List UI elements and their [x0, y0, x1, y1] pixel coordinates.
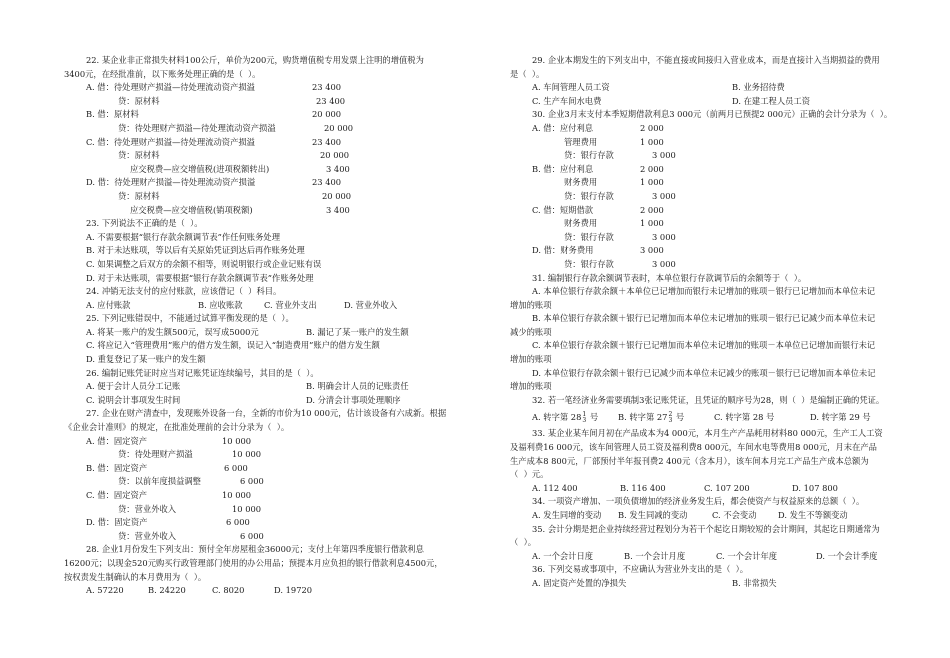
q28-stem-2: 16200元；以现金520元购买行政管理部门使用的办公用品；预提本月应负担的银行借款利息4500元， [64, 557, 443, 568]
q22-c-credit-amount: 20 000 [320, 150, 350, 161]
q30-c-debit: C. 借：短期借款 [532, 204, 594, 215]
q22-a-debit: A. 借：待处理财产损溢—待处理流动资产损溢 [86, 82, 255, 93]
q30-c-credit-amount: 3 000 [652, 231, 676, 242]
q27-option-b [64, 462, 464, 476]
q22-a-debit-amount: 23 400 [312, 82, 342, 93]
q30-d-credit-amount: 3 000 [652, 258, 676, 269]
q27-d-credit-amount: 6 000 [240, 530, 264, 541]
q27-option-b-credit [64, 475, 464, 489]
q22-option-b [64, 108, 464, 122]
q33-option-a: A. 112 400 [532, 482, 578, 493]
q25-options-ab [64, 326, 464, 340]
q35-option-b: B. 一个会计月度 [624, 550, 686, 561]
q30-option-b-2 [510, 176, 902, 190]
q22-d-credit-amount: 20 000 [322, 190, 352, 201]
q28-option-a: A. 57220 [86, 585, 124, 596]
q32-b-denominator: 3 [668, 416, 673, 424]
q22-b-credit-amount: 20 000 [324, 122, 354, 133]
q22-d-credit: 贷：原材料 [118, 190, 160, 201]
q35-stem-2: （ ）。 [510, 537, 537, 548]
q24-option-b: B. 应收账款 [198, 299, 243, 310]
q26-option-c: C. 说明会计事项发生时间 [86, 394, 181, 405]
q30-d-credit: 贷：银行存款 [564, 258, 614, 269]
q33-option-d: D. 107 800 [792, 482, 838, 493]
q28-stem-1: 28. 企业1月份发生下列支出：预付全年房屋租金36000元；支付上年第四季度银行借款利息 [86, 544, 424, 555]
q30-c-credit: 贷：银行存款 [564, 231, 614, 242]
q27-option-a-credit [64, 448, 464, 462]
q22-option-b-credit [64, 122, 464, 136]
q22-option-c-credit-2 [64, 163, 464, 177]
q27-a-debit-amount: 10 000 [222, 435, 252, 446]
q28-stem-3: 按权责发生制确认的本月费用为（ ）。 [64, 571, 207, 582]
q24-options [64, 299, 464, 313]
q30-stem: 30. 企业3月末支付本季短期借款利息3 000元（前两月已预提2 000元）正确的会计分录为（ ）。 [532, 109, 893, 120]
q32-option-a [532, 407, 618, 427]
q22-c-debit-amount: 23 400 [312, 136, 342, 147]
q22-stem-2: 3400元，在经批准前，以下账务处理正确的是（ ）。 [64, 68, 261, 79]
q26-options-cd [64, 394, 464, 408]
q26-option-a: A. 便于会计人员分工记账 [86, 381, 181, 392]
q30-option-b-credit [510, 190, 902, 204]
q32-option-b-text: B. 转字第 27 [618, 412, 668, 423]
q24-option-c: C. 营业外支出 [264, 299, 317, 310]
q23-stem: 23. 下列说法不正确的是（ ）。 [86, 218, 203, 229]
q25-stem: 25. 下列记账错误中，不能通过试算平衡发现的是（ ）。 [86, 313, 294, 324]
q30-option-c-2 [510, 217, 902, 231]
q25-option-d: D. 重复登记了某一账户的发生额 [86, 354, 206, 365]
right-column [510, 54, 902, 591]
q27-d-debit: D. 借：固定资产 [86, 517, 148, 528]
q30-a-debit: A. 借：应付利息 [532, 122, 594, 133]
q29-options-ab [510, 81, 902, 95]
q28-option-d: D. 19720 [274, 585, 313, 596]
q22-option-a-credit [64, 95, 464, 109]
q34-stem: 34. 一项资产增加、一项负债增加的经济业务发生后，都会使资产与权益原来的总额（ ）。 [532, 496, 865, 507]
q36-option-a: A. 固定资产处置的净损失 [532, 577, 627, 588]
q29-stem-1: 29. 企业本期发生的下列支出中，不能直接或间接归入营业成本，而是直接计入当期损益的费用 [532, 55, 880, 65]
q34-option-d: D. 发生不等额变动 [778, 510, 848, 520]
q33-stem-4: （ ）元。 [510, 469, 549, 480]
q22-option-a [64, 81, 464, 95]
q22-option-d-credit-2 [64, 204, 464, 218]
q32-options [510, 407, 902, 427]
q33-stem-3: 生产成本8 800元，厂部预付半年报刊费2 400元（含本月），该车间本月完工产品生产成本总额为 [510, 455, 869, 466]
q32-b-numerator: 2 [668, 410, 673, 418]
q27-option-d [64, 516, 464, 530]
q25-option-a: A. 将某一账户的发生额500元，误写成5000元 [86, 326, 259, 337]
q32-a-numerator: 1 [582, 410, 587, 418]
q34-option-c: C. 不会变动 [712, 510, 757, 520]
q29-option-b: B. 业务招待费 [732, 82, 785, 93]
q27-d-debit-amount: 6 000 [226, 517, 250, 528]
q22-c-credit-2: 应交税费—应交增值税(进项税额转出) [130, 163, 270, 174]
q33-stem-2: 及福利费16 000元，该车间管理人员工资及福利费8 000元，车间水电等费用8 000元，月末在产品 [510, 442, 877, 453]
q31-option-c-1: C. 本单位银行存款余额＋银行已记增加而本单位未记增加的账项－本单位已记增加而银行未记 [532, 340, 876, 351]
q36-options [510, 577, 902, 591]
q22-d-credit-2-amount: 3 400 [326, 204, 350, 215]
q27-c-credit: 贷：营业外收入 [118, 503, 177, 514]
q31-option-b-1: B. 本单位银行存款余额＋银行已记增加而本单位未记增加的账项－银行已记减少而本单位未记 [532, 313, 876, 324]
q27-a-credit-amount: 10 000 [232, 449, 262, 460]
q30-a-debit-amount: 2 000 [640, 122, 664, 133]
q31-option-b-2: 减少的账项 [510, 326, 552, 337]
left-column [64, 54, 464, 598]
q27-b-credit-amount: 6 000 [240, 476, 264, 487]
q30-option-c-credit [510, 231, 902, 245]
q34-options [510, 509, 902, 523]
q27-option-c [64, 489, 464, 503]
q22-option-c-credit [64, 149, 464, 163]
q32-a-denominator: 3 [582, 416, 587, 424]
q30-option-a [510, 122, 902, 136]
q33-stem-1: 33. 某企业某车间月初在产品成本为4 000元，本月生产产品耗用材料80 000元，生产工人工资 [532, 428, 883, 439]
q36-stem: 36. 下列交易或事项中，不应确认为营业外支出的是（ ）。 [532, 564, 749, 575]
q27-d-credit: 贷：营业外收入 [118, 530, 177, 541]
q26-options-ab [64, 380, 464, 394]
q32-option-d: D. 转字第 29 号 [810, 412, 871, 423]
q30-b-credit-amount: 3 000 [652, 190, 676, 201]
q27-option-a [64, 435, 464, 449]
q22-d-debit: D. 借：待处理财产损溢—待处理流动资产损溢 [86, 177, 256, 188]
q22-d-debit-amount: 23 400 [312, 177, 342, 188]
q30-option-d-credit [510, 258, 902, 272]
q31-option-a-2: 增加的账项 [510, 299, 552, 310]
q35-option-a: A. 一个会计日度 [532, 550, 594, 561]
q22-option-d-credit [64, 190, 464, 204]
q22-stem-1: 22. 某企业非正常损失材料100公斤，单价为200元，购货增值税专用发票上注明的增值税为 [86, 55, 424, 65]
q27-stem-2: 《企业会计准则》的规定，在批准处理前的会计分录为（ ）。 [64, 422, 290, 433]
q30-c-debit-2-amount: 1 000 [640, 218, 664, 229]
q30-option-a-2 [510, 136, 902, 150]
q30-option-c [510, 204, 902, 218]
q24-option-d: D. 营业外收入 [344, 299, 398, 310]
q30-b-debit: B. 借：应付利息 [532, 163, 594, 174]
q26-option-b: B. 明确会计人员的记账责任 [306, 381, 409, 392]
q31-stem: 31. 编制银行存款余额调节表时，本单位银行存款调节后的余额等于（ ）。 [532, 272, 807, 283]
q29-option-a: A. 车间管理人员工资 [532, 82, 610, 93]
q33-option-c: C. 107 200 [704, 482, 750, 493]
q27-c-debit-amount: 10 000 [222, 490, 252, 500]
q32-stem: 32. 若一笔经济业务需要填制3张记账凭证，且凭证的顺序号为28，则（ ）是编制正确的凭证。 [532, 394, 885, 405]
q30-d-debit: D. 借：财务费用 [532, 245, 594, 256]
q30-a-debit-2-amount: 1 000 [640, 136, 664, 147]
q30-b-debit-2: 财务费用 [564, 177, 598, 188]
q31-option-a-1: A. 本单位银行存款余额＋本单位已记增加而银行未记增加的账项－银行已记增加而本单位未记 [532, 286, 876, 297]
q31-option-c-2: 增加的账项 [510, 354, 552, 365]
q30-a-credit: 贷：银行存款 [564, 150, 614, 161]
q36-option-b: B. 非常损失 [732, 577, 777, 588]
q30-b-debit-2-amount: 1 000 [640, 177, 664, 188]
q26-option-d: D. 分清会计事项处理顺序 [306, 394, 401, 405]
q34-option-a: A. 发生同增的变动 [532, 510, 602, 520]
q22-c-credit: 贷：原材料 [118, 150, 160, 161]
q25-option-c: C. 将应记入“管理费用”账户的借方发生额，误记入“制造费用”账户的借方发生额 [86, 340, 380, 351]
q22-c-credit-2-amount: 3 400 [326, 163, 350, 174]
q28-option-c: C. 8020 [212, 585, 245, 596]
q32-option-a-tail: 号 [587, 412, 599, 423]
q32-option-a-text: A. 转字第 28 [532, 412, 582, 423]
q30-d-debit-amount: 3 000 [640, 245, 664, 256]
q28-option-b: B. 24220 [148, 585, 186, 596]
q32-option-b-fraction [668, 412, 672, 424]
q22-d-credit-2: 应交税费—应交增值税(销项税额) [130, 204, 253, 215]
q27-b-debit-amount: 6 000 [224, 462, 248, 473]
q29-option-d: D. 在建工程人员工资 [732, 95, 811, 106]
q32-option-a-fraction [582, 412, 586, 424]
q27-option-d-credit [64, 530, 464, 544]
q35-options [510, 550, 902, 564]
q30-a-credit-amount: 3 000 [652, 150, 676, 161]
q27-stem-1: 27. 企业在财产清查中，发现账外设备一台，全新的市价为10 000元，估计该设备有六成新。根据 [86, 408, 447, 419]
q31-option-d-2: 增加的账项 [510, 381, 552, 392]
q25-option-b: B. 漏记了某一账户的发生额 [306, 326, 409, 337]
q30-c-debit-amount: 2 000 [640, 204, 664, 215]
q26-stem: 26. 编制记账凭证时应当对记账凭证连续编号，其目的是（ ）。 [86, 367, 319, 378]
q32-option-b [618, 407, 714, 427]
q30-b-credit: 贷：银行存款 [564, 190, 614, 201]
q24-stem: 24. 冲销无法支付的应付账款，应该借记（ ）科目。 [86, 286, 282, 297]
q33-options [510, 482, 902, 496]
q27-option-c-credit [64, 503, 464, 517]
q29-options-cd [510, 95, 902, 109]
q30-option-d [510, 244, 902, 258]
q32-option-b-tail: 号 [673, 412, 685, 423]
q22-a-credit-amount: 23 400 [316, 95, 346, 106]
q33-option-b: B. 116 400 [620, 482, 666, 493]
q27-a-debit: A. 借：固定资产 [86, 435, 148, 446]
q27-a-credit: 贷：待处理财产损溢 [118, 449, 193, 460]
q23-option-c: C. 如果调整之后双方的余额不相等，则说明银行或企业记账有误 [86, 258, 322, 269]
q28-options [64, 584, 464, 598]
q35-option-c: C. 一个会计年度 [716, 550, 778, 561]
q22-option-d [64, 176, 464, 190]
q23-option-d: D. 对于未达账项，需要根据“银行存款余额调节表”作账务处理 [86, 272, 314, 283]
q27-c-debit: C. 借：固定资产 [86, 490, 148, 500]
q30-option-b [510, 163, 902, 177]
q30-option-a-credit [510, 149, 902, 163]
q31-option-d-1: D. 本单位银行存款余额＋银行已记减少而本单位未记减少的账项－银行已记增加而本单位未记 [532, 367, 876, 378]
q22-c-debit: C. 借：待处理财产损溢—待处理流动资产损溢 [86, 136, 255, 147]
q22-a-credit: 贷：原材料 [118, 95, 160, 106]
q22-b-credit: 贷：待处理财产损溢—待处理流动资产损溢 [118, 122, 276, 133]
q32-option-c: C. 转字第 28 号 [714, 412, 775, 423]
q22-option-c [64, 136, 464, 150]
q24-option-a: A. 应付账款 [86, 299, 131, 310]
q34-option-b: B. 发生同减的变动 [618, 510, 688, 520]
q30-b-debit-amount: 2 000 [640, 163, 664, 174]
q22-b-debit: B. 借：原材料 [86, 109, 139, 120]
q30-a-debit-2: 管理费用 [564, 136, 598, 147]
q27-b-credit: 贷：以前年度损益调整 [118, 476, 201, 487]
q35-stem-1: 35. 会计分期是把企业持续经营过程划分为若干个起讫日期较短的会计期间，其起讫日期通常为 [532, 523, 880, 534]
q29-stem-2: 是（ ）。 [510, 68, 545, 79]
q35-option-d: D. 一个会计季度 [816, 550, 878, 561]
q23-option-a: A. 不需要根据“银行存款余额调节表”作任何账务处理 [86, 231, 280, 242]
q23-option-b: B. 对于未达账项，等以后有关原始凭证到达后再作账务处理 [86, 245, 305, 256]
q22-b-debit-amount: 20 000 [312, 109, 342, 120]
q27-c-credit-amount: 10 000 [232, 503, 262, 514]
q27-b-debit: B. 借：固定资产 [86, 462, 148, 473]
q29-option-c: C. 生产车间水电费 [532, 95, 602, 106]
q30-c-debit-2: 财务费用 [564, 218, 598, 229]
